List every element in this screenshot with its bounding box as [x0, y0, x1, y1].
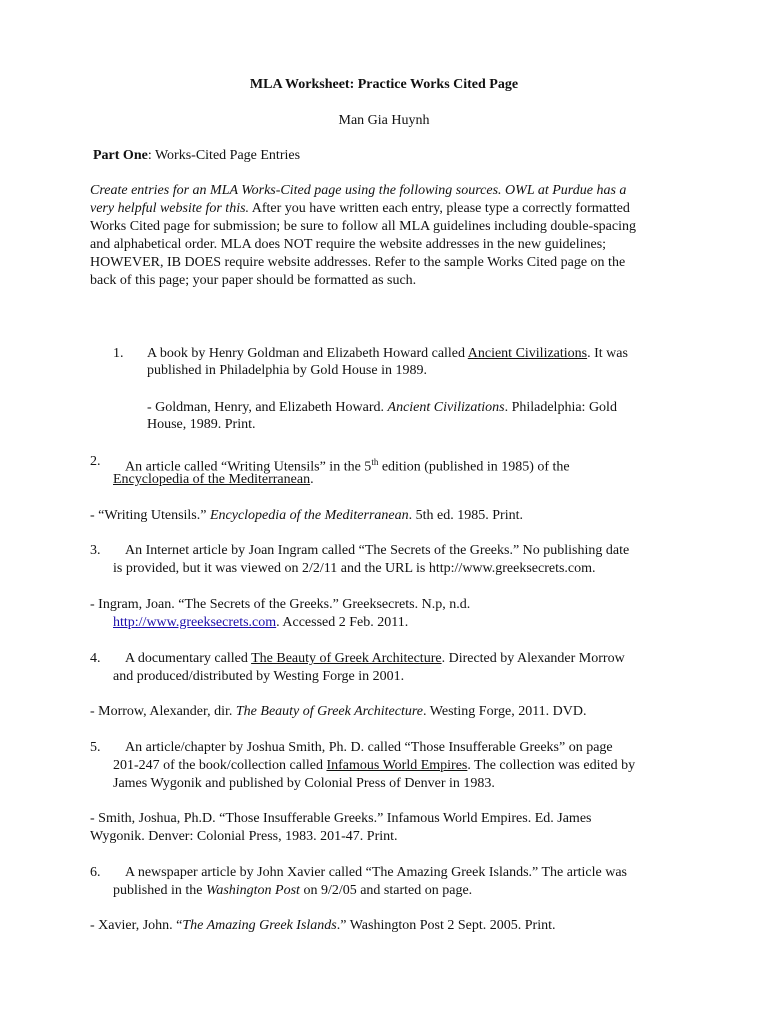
item-prompt: is provided, but it was viewed on 2/2/11 and the URL is http://www.greeksecrets.com.: [113, 561, 596, 576]
item-prompt: 201-247 of the book/collection called Infamous World Empires. The collection was edited by: [113, 758, 636, 773]
part-heading: [93, 147, 300, 165]
item-prompt: An article called “Writing Utensils” in the 5th edition (published in 1985) of the: [125, 457, 570, 475]
item-prompt: Encyclopedia of the Mediterranean.: [113, 472, 314, 487]
item-prompt: A documentary called The Beauty of Greek Architecture. Directed by Alexander Morrow: [125, 651, 625, 666]
citation-answer: House, 1989. Print.: [147, 417, 256, 432]
part-label: Part One: [93, 148, 148, 163]
intro-line: HOWEVER, IB DOES require website addresses. Refer to the sample Works Cited page on the: [90, 255, 626, 270]
citation-answer: - Xavier, John. “The Amazing Greek Islands.” Washington Post 2 Sept. 2005. Print.: [90, 918, 556, 933]
item-prompt: James Wygonik and published by Colonial Press of Denver in 1983.: [113, 776, 495, 791]
page-title: MLA Worksheet: Practice Works Cited Page: [249, 77, 519, 92]
item-number: 1.: [113, 346, 124, 361]
item-prompt: and produced/distributed by Westing Forge in 2001.: [113, 669, 405, 684]
intro-line: back of this page; your paper should be formatted as such.: [90, 273, 417, 288]
citation-answer: http://www.greeksecrets.com. Accessed 2 Feb. 2011.: [113, 615, 409, 630]
item-prompt: published in the Washington Post on 9/2/05 and started on page.: [113, 883, 473, 898]
citation-answer: - Smith, Joshua, Ph.D. “Those Insufferable Greeks.” Infamous World Empires. Ed. James: [90, 811, 592, 826]
intro-line: Create entries for an MLA Works-Cited page using the following sources. OWL at Purdue has a: [90, 183, 627, 198]
item-prompt: An Internet article by Joan Ingram called “The Secrets of the Greeks.” No publishing date: [125, 543, 630, 558]
intro-line: and alphabetical order. MLA does NOT require the website addresses in the new guidelines;: [90, 237, 607, 252]
citation-answer: - Ingram, Joan. “The Secrets of the Greeks.” Greeksecrets. N.p, n.d.: [90, 597, 471, 612]
item-number: 6.: [90, 865, 101, 880]
part-desc: : Works-Cited Page Entries: [147, 148, 301, 163]
item-prompt: A book by Henry Goldman and Elizabeth Howard called Ancient Civilizations. It was: [147, 346, 628, 361]
intro-line: very helpful website for this. After you have written each entry, please type a correctly formatted: [90, 201, 630, 216]
greeksecrets-link[interactable]: http://www.greeksecrets.com: [113, 615, 277, 630]
citation-answer: Wygonik. Denver: Colonial Press, 1983. 201-47. Print.: [90, 829, 398, 844]
item-prompt: An article/chapter by Joshua Smith, Ph. D. called “Those Insufferable Greeks” on page: [125, 740, 613, 755]
item-number: 4.: [90, 651, 101, 666]
intro-line: Works Cited page for submission; be sure to follow all MLA guidelines including double-spacing: [90, 219, 636, 234]
citation-answer: - Goldman, Henry, and Elizabeth Howard. Ancient Civilizations. Philadelphia: Gold: [147, 400, 617, 415]
item-number: 5.: [90, 740, 101, 755]
citation-answer: - “Writing Utensils.” Encyclopedia of the Mediterranean. 5th ed. 1985. Print.: [90, 508, 523, 523]
citation-answer: - Morrow, Alexander, dir. The Beauty of Greek Architecture. Westing Forge, 2011. DVD.: [90, 704, 587, 719]
item-prompt: A newspaper article by John Xavier called “The Amazing Greek Islands.” The article was: [125, 865, 627, 880]
author-name: Man Gia Huynh: [338, 113, 430, 128]
item-prompt: published in Philadelphia by Gold House in 1989.: [147, 363, 427, 378]
item-number: 2.: [90, 454, 101, 469]
item-number: 3.: [90, 543, 101, 558]
